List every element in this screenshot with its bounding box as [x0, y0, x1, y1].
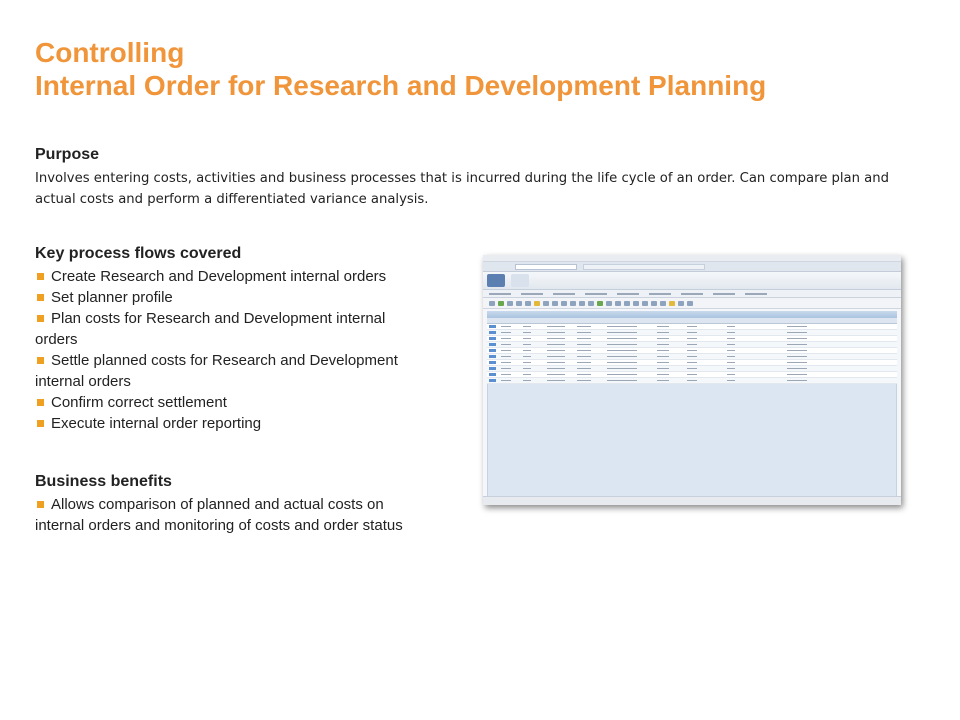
list-item-text: Set planner profile	[51, 289, 173, 306]
screenshot-app-tile-icon	[487, 274, 505, 287]
list-item	[35, 350, 420, 392]
list-item-text: Plan costs for Research and Development internal orders	[35, 310, 386, 348]
screenshot-menubar	[483, 255, 901, 262]
list-item	[35, 392, 420, 413]
screenshot-app-tile-icon	[511, 274, 529, 287]
screenshot-address-bar	[483, 262, 901, 272]
screenshot-grid-empty-area	[487, 384, 897, 505]
bullet-icon	[37, 273, 44, 280]
screenshot-launchpad	[483, 272, 901, 290]
benefits-section	[35, 473, 420, 536]
screenshot-panel-title	[487, 311, 897, 318]
process-flows-list	[35, 266, 420, 434]
bullet-icon	[37, 294, 44, 301]
list-item	[35, 308, 420, 350]
list-item-text: Execute internal order reporting	[51, 415, 262, 432]
bullet-icon	[37, 501, 44, 508]
table-row	[487, 378, 897, 384]
list-item	[35, 494, 420, 536]
bullet-icon	[37, 399, 44, 406]
list-item-text: Confirm correct settlement	[51, 394, 227, 411]
screenshot-statusbar	[483, 496, 901, 505]
process-flows-heading: Key process flows covered	[35, 245, 242, 262]
process-flows-section	[35, 245, 420, 434]
screenshot-address-field	[515, 264, 577, 270]
benefits-heading: Business benefits	[35, 473, 172, 490]
bullet-icon	[37, 315, 44, 322]
screenshot-breadcrumb	[583, 264, 705, 270]
bullet-icon	[37, 420, 44, 427]
title-line-1: Controlling	[35, 37, 185, 68]
bullet-icon	[37, 357, 44, 364]
list-item	[35, 266, 420, 287]
application-screenshot	[483, 255, 901, 505]
title-line-2: Internal Order for Research and Development Planning	[35, 70, 767, 101]
list-item-text: Allows comparison of planned and actual costs on internal orders and monitoring of costs and order status	[35, 496, 403, 534]
screenshot-grid-rows	[487, 324, 897, 384]
purpose-body: Involves entering costs, activities and business processes that is incurred during the life cycle of an order. Can compare plan and actual costs and perform a differentiated variance analysis.	[35, 171, 889, 207]
list-item	[35, 413, 420, 434]
list-item	[35, 287, 420, 308]
list-item-text: Settle planned costs for Research and Development internal orders	[35, 352, 398, 390]
screenshot-toolbar	[483, 298, 901, 309]
benefits-list	[35, 494, 420, 536]
screenshot-nav-tabs	[483, 290, 901, 298]
list-item-text: Create Research and Development internal orders	[51, 268, 387, 285]
purpose-heading: Purpose	[35, 146, 100, 163]
slide-title	[35, 36, 766, 102]
